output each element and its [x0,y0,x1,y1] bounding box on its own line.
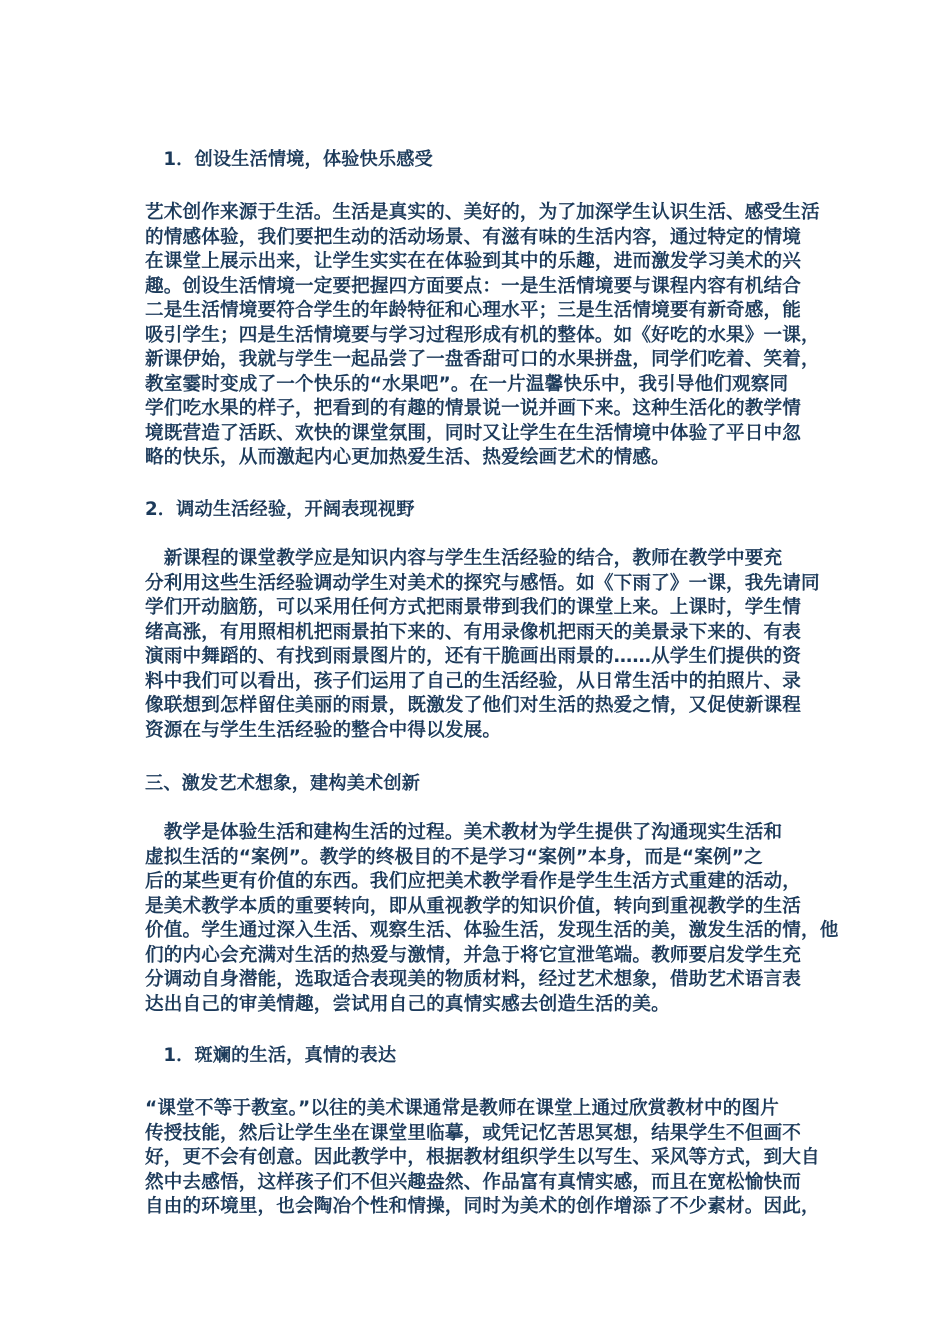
text-line: 好，更不会有创意。因此教学中，根据教材组织学生以写生、采风等方式，到大自 [145,1147,820,1168]
heading-1-1: 1．创设生活情境，体验快乐感受 [145,149,433,170]
text-line: 绪高涨，有用照相机把雨景拍下来的、有用录像机把雨天的美景录下来的、有表 [145,621,802,643]
text-line: 教学是体验生活和建构生活的过程。美术教材为学生提供了沟通现实生活和 [145,822,783,843]
text-line: 料中我们可以看出，孩子们运用了自己的生活经验，从日常生活中的拍照片、录 [145,670,802,692]
text-line: 教室霎时变成了一个快乐的“水果吧”。在一片温馨快乐中，我引导他们观察同 [145,373,789,395]
text-line: 演雨中舞蹈的、有找到雨景图片的，还有干脆画出雨景的……从学生们提供的资 [145,646,802,667]
text-line: 吸引学生；四是生活情境要与学习过程形成有机的整体。如《好吃的水果》一课， [145,324,820,346]
heading-3: 三、激发艺术想象，建构美术创新 [145,773,421,794]
text-line: 趣。创设生活情境一定要把握四方面要点：一是生活情境要与课程内容有机结合 [145,275,802,297]
text-line: 资源在与学生生活经验的整合中得以发展。 [145,719,502,741]
text-line: 分利用这些生活经验调动学生对美术的探究与感悟。如《下雨了》一课，我先请同 [145,572,820,594]
text-line: 是美术教学本质的重要转向，即从重视教学的知识价值，转向到重视教学的生活 [145,895,802,917]
text-line: 价值。学生通过深入生活、观察生活、体验生活，发现生活的美，激发生活的情，他 [145,920,839,941]
text-line: 像联想到怎样留住美丽的雨景，既激发了他们对生活的热爱之情，又促使新课程 [145,695,802,716]
text-line: 新课程的课堂教学应是知识内容与学生生活经验的结合，教师在教学中要充 [145,548,783,569]
text-line: 境既营造了活跃、欢快的课堂氛围，同时又让学生在生活情境中体验了平日中忽 [145,422,802,444]
text-line: 后的某些更有价值的东西。我们应把美术教学看作是学生生活方式重建的活动， [145,871,802,892]
text-line: “课堂不等于教室。”以往的美术课通常是教师在课堂上通过欣赏教材中的图片 [145,1098,779,1119]
text-line: 的情感体验，我们要把生动的活动场景、有滋有味的生活内容，通过特定的情境 [145,226,802,248]
text-line: 传授技能，然后让学生坐在课堂里临摹，或凭记忆苦思冥想，结果学生不但画不 [145,1122,802,1144]
text-line: 自由的环境里，也会陶冶个性和情操，同时为美术的创作增添了不少素材。因此， [145,1196,820,1217]
text-line: 分调动自身潜能，选取适合表现美的物质材料，经过艺术想象，借助艺术语言表 [145,969,802,990]
text-line: 然中去感悟，这样孩子们不但兴趣盎然、作品富有真情实感，而且在宽松愉快而 [145,1171,802,1193]
text-line: 们的内心会充满对生活的热爱与激情，并急于将它宣泄笔端。教师要启发学生充 [145,944,802,966]
text-line: 在课堂上展示出来，让学生实实在在体验到其中的乐趣，进而激发学习美术的兴 [145,251,802,272]
text-line: 学们吃水果的样子，把看到的有趣的情景说一说并画下来。这种生活化的教学情 [145,398,802,419]
heading-1-2: 2．调动生活经验，开阔表现视野 [145,499,415,520]
text-line: 新课伊始，我就与学生一起品尝了一盘香甜可口的水果拼盘，同学们吃着、笑着， [145,349,820,370]
text-line: 艺术创作来源于生活。生活是真实的、美好的，为了加深学生认识生活、感受生活 [145,202,820,223]
text-line: 二是生活情境要符合学生的年龄特征和心理水平；三是生活情境要有新奇感，能 [145,300,802,321]
text-line: 学们开动脑筋，可以采用任何方式把雨景带到我们的课堂上来。上课时，学生情 [145,597,802,618]
text-line: 略的快乐，从而激起内心更加热爱生活、热爱绘画艺术的情感。 [145,447,670,468]
text-line: 达出自己的审美情趣，尝试用自己的真情实感去创造生活的美。 [145,993,670,1015]
text-line: 虚拟生活的“案例”。教学的终极目的不是学习“案例”本身，而是“案例”之 [145,846,763,868]
heading-3-1: 1．斑斓的生活，真情的表达 [145,1045,397,1066]
